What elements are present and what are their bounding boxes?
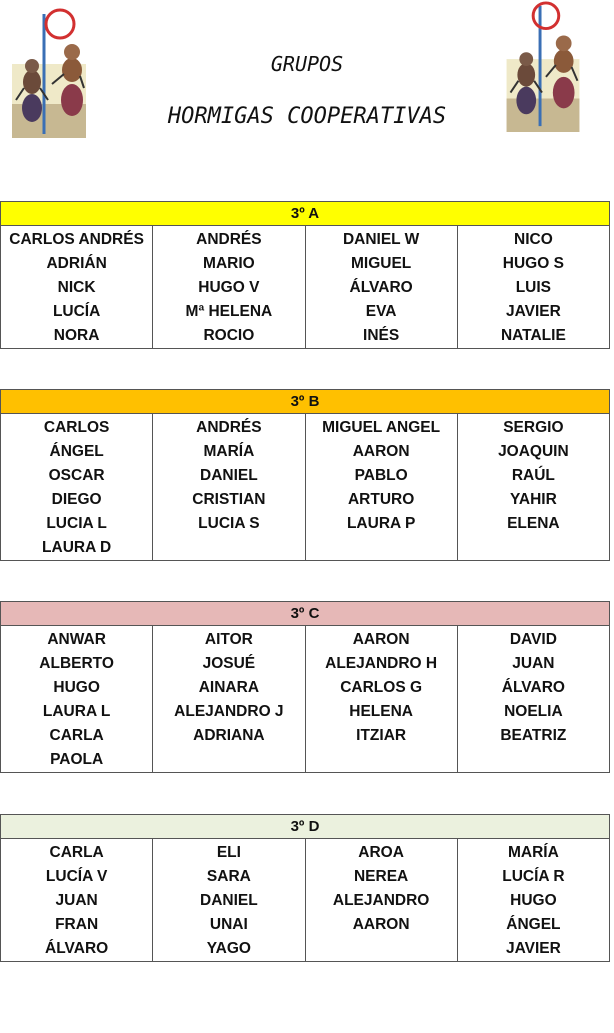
student-name: ROCIO: [203, 327, 255, 344]
group-column: [1, 414, 152, 560]
group-column: [152, 226, 304, 348]
student-name: AINARA: [198, 679, 260, 696]
student-name: AROA: [358, 844, 404, 861]
student-name: NEREA: [353, 868, 409, 885]
student-name: FRAN: [55, 916, 99, 933]
student-name: NICK: [57, 279, 96, 296]
student-name: NOELIA: [504, 703, 563, 720]
student-name: LAURA D: [42, 539, 112, 556]
student-name: EVA: [365, 303, 397, 320]
student-name: LUIS: [515, 279, 552, 296]
student-name: HUGO: [53, 679, 100, 696]
student-name: PAOLA: [50, 751, 104, 768]
student-name: OSCAR: [48, 467, 105, 484]
student-name: ALEJANDRO H: [325, 655, 438, 672]
student-name: Mª HELENA: [185, 303, 273, 320]
student-name: HELENA: [349, 703, 413, 720]
group-column: [1, 626, 152, 772]
student-name: YAGO: [206, 940, 251, 957]
student-name: BEATRIZ: [500, 727, 567, 744]
group-columns: [1, 839, 609, 961]
group-table: [0, 601, 610, 773]
student-name: CARLOS ANDRÉS: [9, 231, 144, 248]
student-name: ANDRÉS: [196, 419, 262, 436]
student-name: ÁLVARO: [501, 679, 565, 696]
group-column: [152, 626, 304, 772]
student-name: ADRIANA: [193, 727, 265, 744]
group-column: [457, 414, 609, 560]
student-name: HUGO V: [198, 279, 260, 296]
student-name: JOAQUIN: [498, 443, 569, 460]
group-column: [152, 839, 304, 961]
student-name: LUCIA L: [46, 515, 107, 532]
student-name: LAURA P: [346, 515, 416, 532]
student-name: [306, 536, 457, 560]
student-name: ALBERTO: [39, 655, 114, 672]
student-name: ELENA: [507, 515, 560, 532]
student-name: PABLO: [354, 467, 408, 484]
student-name: DIEGO: [51, 491, 102, 508]
group-column: [305, 226, 457, 348]
student-name: DANIEL W: [342, 231, 420, 248]
student-name: MARÍA: [203, 443, 255, 460]
student-name: JOSUÉ: [202, 655, 256, 672]
student-name: ITZIAR: [356, 727, 407, 744]
student-name: MARIO: [203, 255, 255, 272]
student-name: DANIEL: [200, 892, 258, 909]
student-name: MARÍA: [507, 844, 559, 861]
group-header: 3º B: [1, 390, 609, 414]
student-name: UNAI: [209, 916, 248, 933]
group-header: 3º A: [1, 202, 609, 226]
student-name: [306, 937, 457, 961]
student-name: DANIEL: [200, 467, 258, 484]
student-name: NICO: [514, 231, 553, 248]
group-header: 3º D: [1, 815, 609, 839]
student-name: ANDRÉS: [196, 231, 262, 248]
group-table: [0, 389, 610, 561]
student-name: ÁLVARO: [45, 940, 109, 957]
student-name: [306, 748, 457, 772]
student-name: LUCÍA: [52, 303, 101, 320]
student-name: JAVIER: [505, 303, 561, 320]
page-header: [0, 0, 614, 160]
group-column: [152, 414, 304, 560]
student-name: ÁNGEL: [49, 443, 104, 460]
group-column: [305, 839, 457, 961]
student-name: ALEJANDRO: [332, 892, 430, 909]
student-name: AITOR: [204, 631, 253, 648]
student-name: ELI: [216, 844, 241, 861]
student-name: ÁNGEL: [506, 916, 561, 933]
student-name: AARON: [352, 443, 410, 460]
student-name: ALEJANDRO J: [174, 703, 284, 720]
student-name: CARLOS: [43, 419, 110, 436]
student-name: CARLA: [49, 844, 104, 861]
group-header: 3º C: [1, 602, 609, 626]
group-column: [1, 226, 152, 348]
student-name: MIGUEL ANGEL: [322, 419, 441, 436]
student-name: JAVIER: [505, 940, 561, 957]
student-name: LUCÍA V: [45, 868, 108, 885]
student-name: NORA: [53, 327, 100, 344]
student-name: [153, 748, 304, 772]
student-name: AARON: [352, 631, 410, 648]
student-name: CRISTIAN: [192, 491, 266, 508]
page-subtitle: HORMIGAS COOPERATIVAS: [167, 104, 447, 129]
student-name: [458, 536, 609, 560]
group-column: [305, 626, 457, 772]
group-columns: [1, 226, 609, 348]
student-name: MIGUEL: [350, 255, 412, 272]
group-column: [457, 626, 609, 772]
student-name: AARON: [352, 916, 410, 933]
student-name: LAURA L: [42, 703, 111, 720]
group-column: [305, 414, 457, 560]
group-table: [0, 201, 610, 349]
student-name: SARA: [206, 868, 251, 885]
student-name: [458, 748, 609, 772]
student-name: NATALIE: [500, 327, 566, 344]
group-table: [0, 814, 610, 962]
page-title: GRUPOS: [270, 52, 344, 76]
student-name: JUAN: [512, 655, 555, 672]
student-name: HUGO S: [502, 255, 564, 272]
student-name: ADRIÁN: [46, 255, 107, 272]
student-name: DAVID: [509, 631, 557, 648]
student-name: YAHIR: [509, 491, 557, 508]
student-name: CARLA: [49, 727, 104, 744]
group-column: [1, 839, 152, 961]
student-name: SERGIO: [503, 419, 564, 436]
student-name: CARLOS G: [340, 679, 423, 696]
group-columns: [1, 626, 609, 772]
student-name: INÉS: [363, 327, 400, 344]
group-columns: [1, 414, 609, 560]
student-name: RAÚL: [511, 467, 555, 484]
student-name: HUGO: [510, 892, 557, 909]
group-column: [457, 226, 609, 348]
group-column: [457, 839, 609, 961]
student-name: LUCÍA R: [502, 868, 565, 885]
student-name: LUCIA S: [198, 515, 260, 532]
student-name: [153, 536, 304, 560]
student-name: JUAN: [55, 892, 98, 909]
student-name: ANWAR: [47, 631, 106, 648]
student-name: ÁLVARO: [349, 279, 413, 296]
student-name: ARTURO: [347, 491, 415, 508]
